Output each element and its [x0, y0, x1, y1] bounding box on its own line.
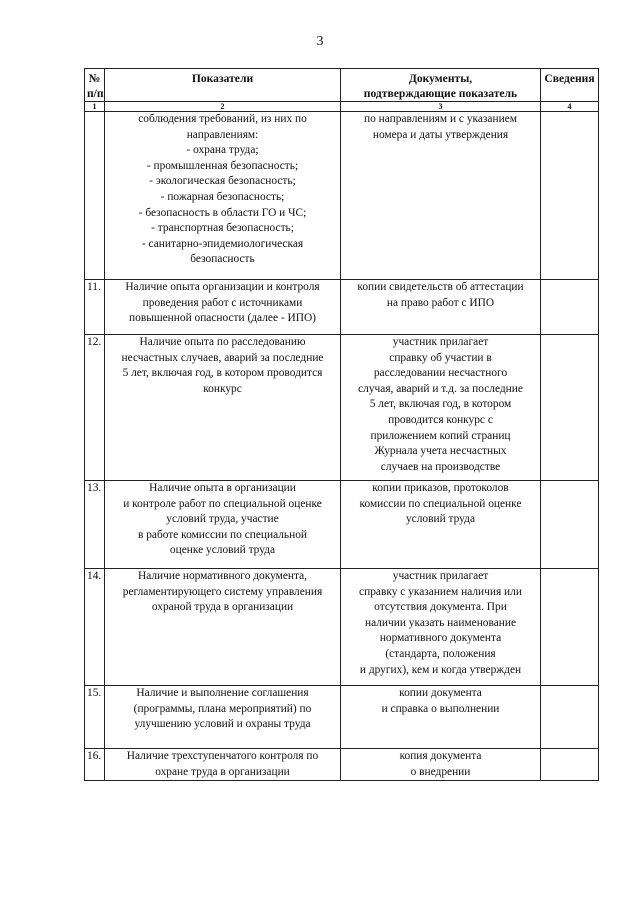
documents-cell [341, 112, 541, 280]
indicator-line: - санитарно-эпидемиологическая [141, 237, 304, 250]
indicator-line: - пожарная безопасность; [160, 190, 285, 203]
documents-line: участник прилагает [392, 336, 489, 348]
indicator-line: Наличие опыта по расследованию [139, 336, 306, 348]
indicator-cell [105, 335, 341, 481]
indicator-cell [105, 686, 341, 749]
documents-line: по направлениям и с указанием [364, 113, 517, 125]
documents-line: приложением копий страниц [370, 429, 511, 442]
indicator-line: направлениям: [186, 128, 259, 141]
indicator-line: конкурс [203, 382, 242, 395]
row-number: 13. [85, 481, 105, 569]
documents-line: и других), кем и когда утвержден [359, 663, 522, 676]
indicator-cell [105, 749, 341, 781]
indicator-cell [105, 280, 341, 335]
documents-line: Журнала учета несчастных [374, 445, 507, 458]
documents-line: отсутствия документа. При [374, 601, 507, 614]
info-cell [541, 481, 599, 569]
indicator-line: - безопасность в области ГО и ЧС; [138, 206, 307, 219]
documents-line: копии свидетельств об аттестации [357, 281, 524, 293]
table-row [85, 335, 599, 481]
documents-line: копия документа [399, 750, 482, 762]
indicators-table [84, 68, 599, 781]
documents-line: (стандарта, положения [385, 647, 496, 660]
row-number: 14. [85, 569, 105, 686]
indicator-cell [105, 569, 341, 686]
indicator-line: Наличие опыта организации и контроля [125, 281, 320, 293]
indicator-line: Наличие опыта в организации [149, 482, 296, 494]
indicator-line: регламентирующего систему управления [122, 585, 323, 598]
indicator-line: условий труда, участие [166, 513, 279, 526]
info-cell [541, 749, 599, 781]
indicator-line: (программы, плана мероприятий) по [133, 702, 312, 715]
indicator-line: повышенной опасности (далее - ИПО) [129, 312, 316, 325]
indicator-line: и контроле работ по специальной оценке [123, 497, 322, 510]
header-documents: Документы, подтверждающие показатель [341, 69, 541, 102]
info-cell [541, 112, 599, 280]
documents-line: участник прилагает [392, 570, 489, 582]
documents-cell [341, 749, 541, 781]
row-number [85, 112, 105, 280]
table-row [85, 112, 599, 280]
documents-line: расследовании несчастного [373, 367, 508, 380]
row-number: 12. [85, 335, 105, 481]
table-row [85, 686, 599, 749]
column-number-row [85, 102, 599, 112]
indicator-line: в работе комиссии по специальной [137, 528, 308, 541]
indicator-line: охране труда в организации [155, 765, 290, 778]
header-indicators: Показатели [105, 69, 341, 102]
documents-cell [341, 569, 541, 686]
column-number: 4 [541, 102, 599, 112]
documents-line: копии документа [399, 687, 482, 699]
documents-line: нормативного документа [379, 632, 502, 645]
indicator-line: проведения работ с источниками [142, 296, 303, 309]
indicator-line: улучшению условий и охраны труда [134, 718, 311, 731]
row-number: 15. [85, 686, 105, 749]
indicator-line: - экологическая безопасность; [149, 175, 296, 188]
documents-line: копии приказов, протоколов [372, 482, 509, 494]
documents-cell [341, 335, 541, 481]
row-number: 11. [85, 280, 105, 335]
documents-line: справку об участии в [389, 351, 492, 364]
header-number: № п/п [85, 69, 105, 102]
indicator-line: соблюдения требований, из них по [138, 113, 307, 125]
indicator-line: оценке условий труда [169, 544, 276, 557]
column-number: 2 [105, 102, 341, 112]
documents-cell [341, 280, 541, 335]
indicator-line: охраной труда в организации [151, 601, 294, 614]
documents-cell [341, 686, 541, 749]
table-body [85, 112, 599, 781]
indicator-line: - промышленная безопасность; [146, 159, 299, 172]
indicator-line: Наличие и выполнение соглашения [136, 687, 309, 699]
indicator-line: несчастных случаев, аварий за последние [121, 351, 324, 364]
documents-line: условий труда [405, 513, 476, 526]
documents-line: на право работ с ИПО [386, 296, 495, 309]
table-row [85, 569, 599, 686]
documents-line: 5 лет, включая год, в котором [369, 398, 512, 411]
column-number: 1 [85, 102, 105, 112]
row-number: 16. [85, 749, 105, 781]
header-row [85, 69, 599, 102]
indicator-line: - охрана труда; [186, 144, 259, 157]
table-row [85, 481, 599, 569]
column-number: 3 [341, 102, 541, 112]
table-row [85, 280, 599, 335]
indicator-cell [105, 481, 341, 569]
info-cell [541, 686, 599, 749]
documents-line: номера и даты утверждения [372, 128, 509, 141]
documents-line: и справка о выполнении [381, 702, 500, 715]
documents-cell [341, 481, 541, 569]
info-cell [541, 569, 599, 686]
indicator-line: Наличие трехступенчатого контроля по [126, 750, 319, 762]
page-number: 3 [316, 34, 324, 49]
info-cell [541, 335, 599, 481]
table-row [85, 749, 599, 781]
indicator-line: безопасность [190, 253, 255, 266]
indicator-line: Наличие нормативного документа, [137, 570, 308, 582]
indicator-cell [105, 112, 341, 280]
documents-line: случая, аварий и т.д. за последние [358, 382, 523, 395]
documents-line: наличии указать наименование [364, 616, 517, 629]
header-info: Сведения [541, 69, 599, 102]
documents-line: проводится конкурс с [388, 413, 493, 426]
indicator-line: - транспортная безопасность; [151, 222, 294, 235]
documents-line: случаев на производстве [380, 460, 501, 473]
documents-line: справку с указанием наличия или [359, 585, 522, 598]
documents-line: комиссии по специальной оценке [359, 497, 522, 510]
documents-line: о внедрении [410, 765, 471, 778]
info-cell [541, 280, 599, 335]
indicator-line: 5 лет, включая год, в котором проводится [122, 367, 323, 380]
